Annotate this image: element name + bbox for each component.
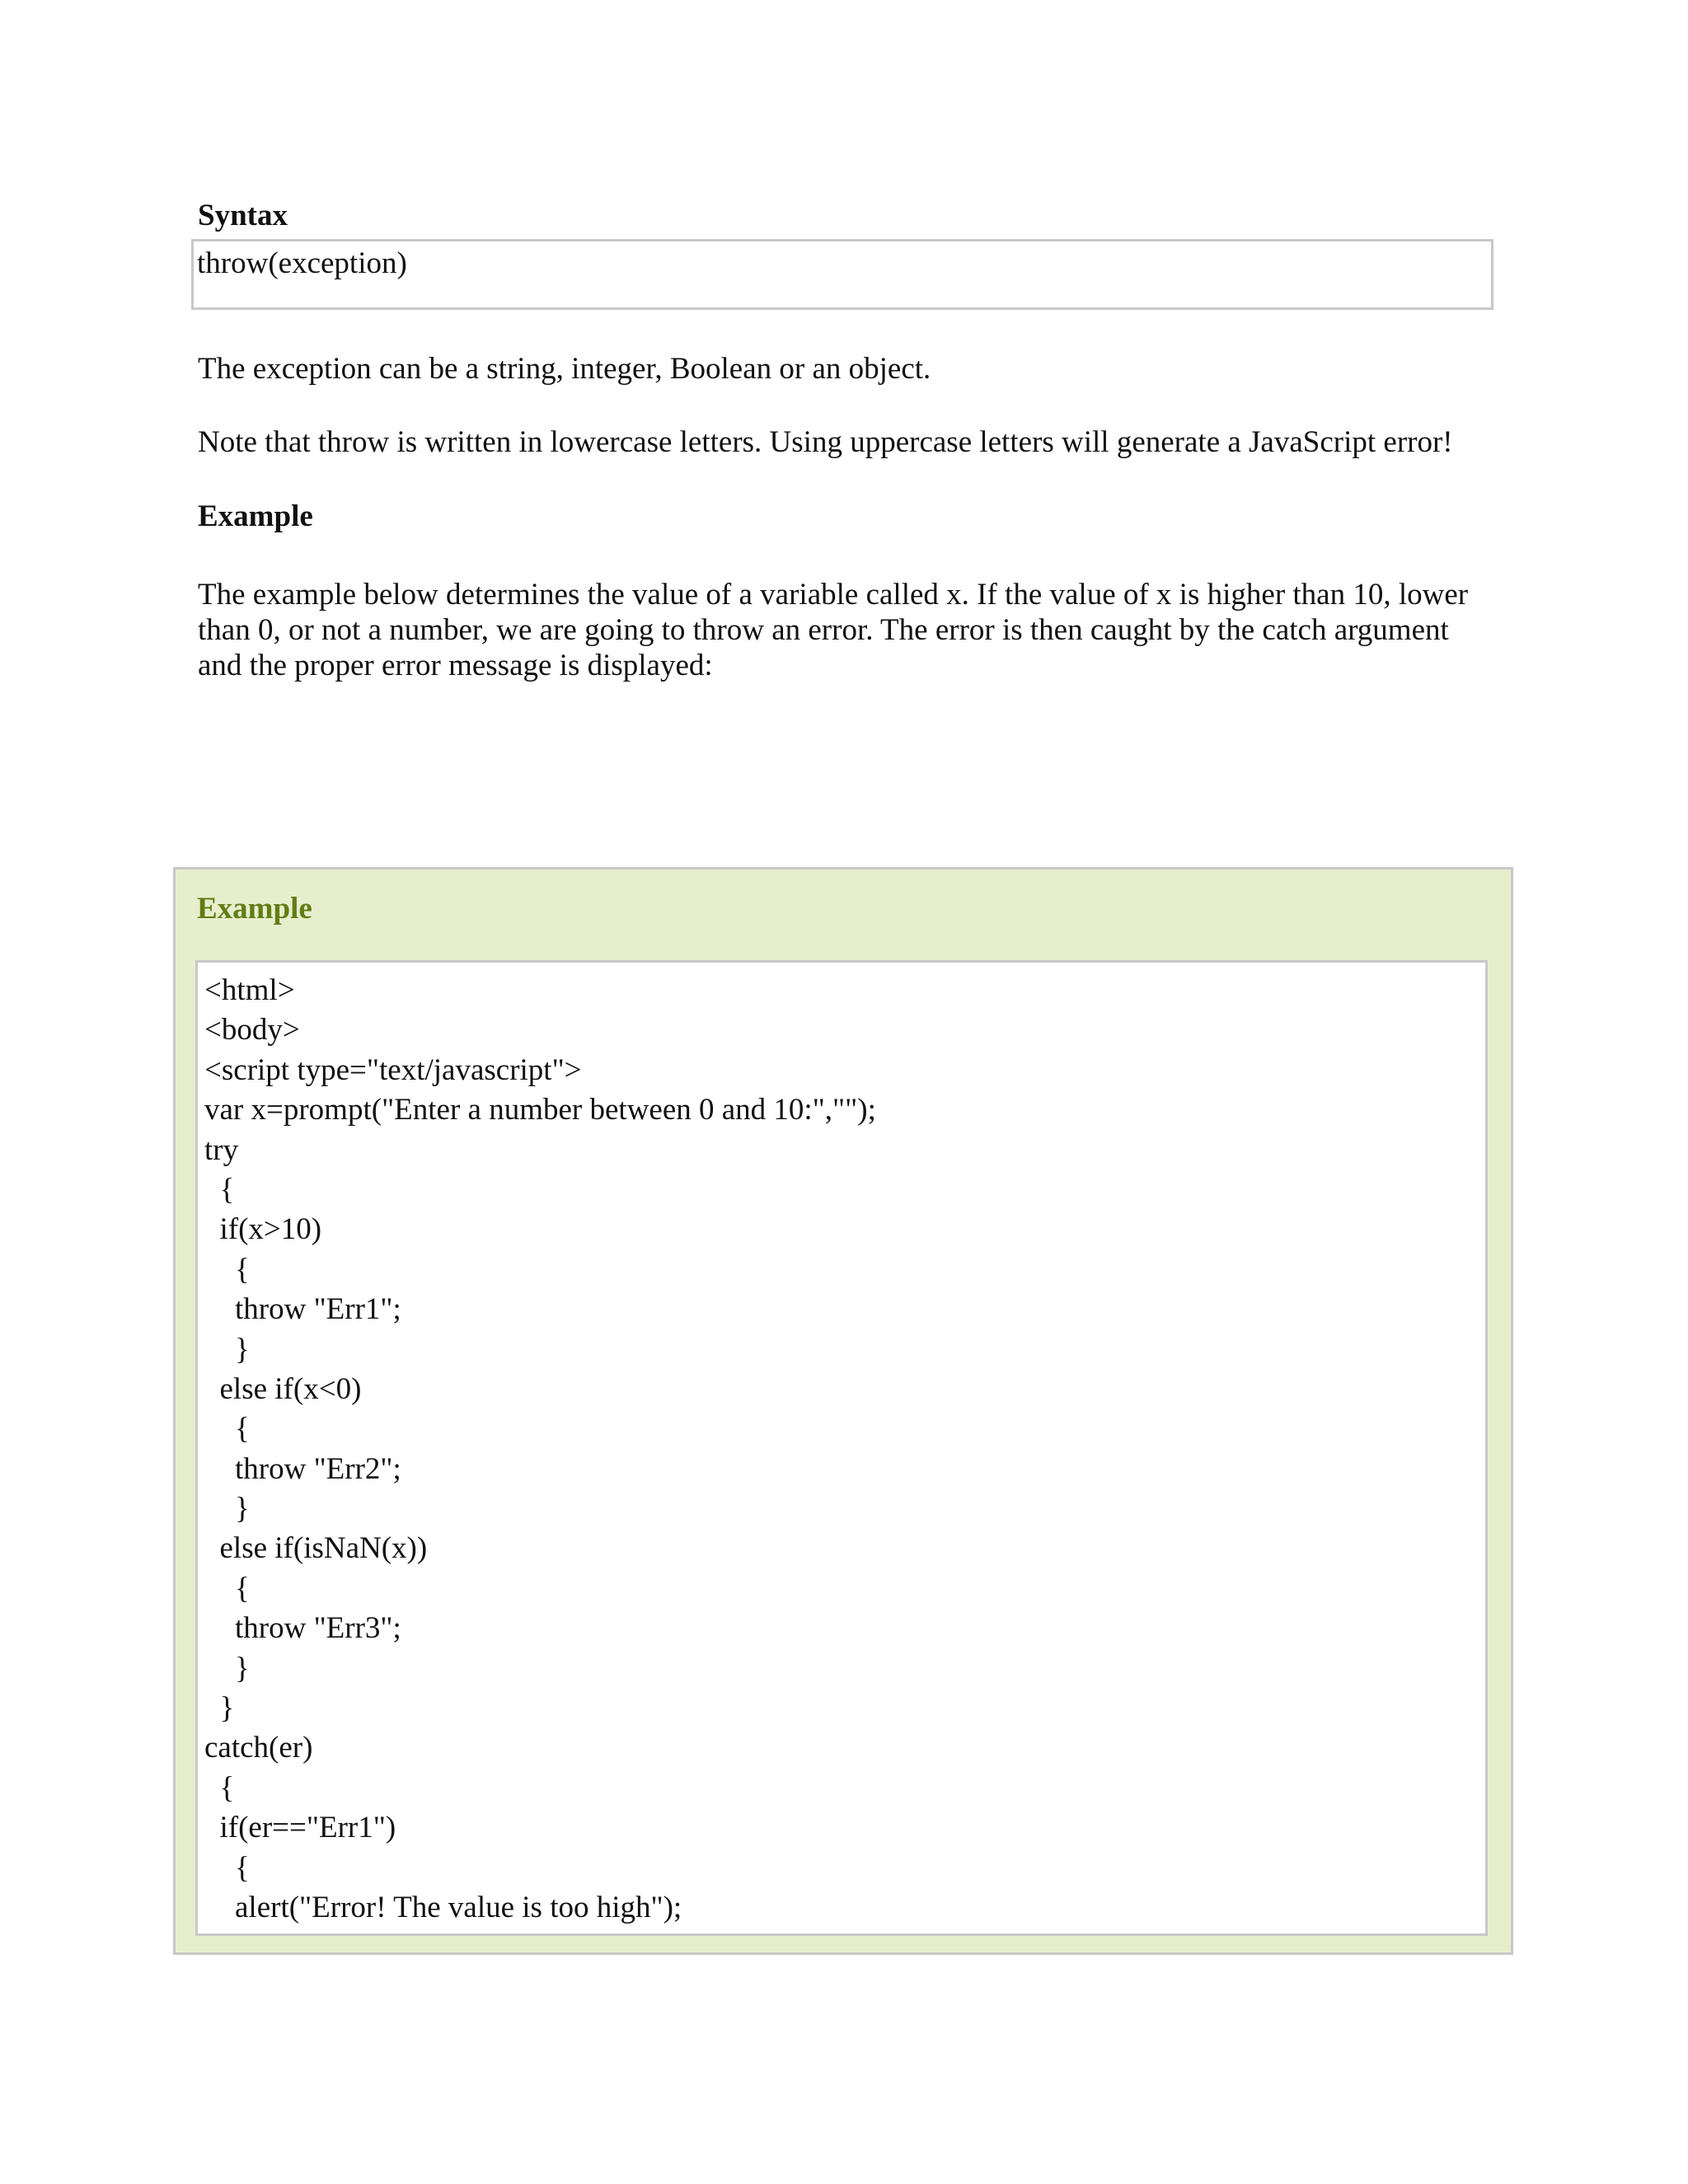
code-line: try [204,1132,239,1167]
code-listing [204,971,876,1928]
example-panel [173,867,1513,1955]
code-line: throw "Err3"; [204,1611,401,1646]
code-line: catch(er) [204,1731,313,1765]
syntax-code-box [191,239,1493,310]
example-intro-paragraph: The example below determines the value of a variable called x. If the value of x is higher than 10, lower than 0, or not a number, we are going to throw an error. The error is then caught by the catch argument and the proper error message is displayed: [198,578,1469,682]
code-line: } [204,1332,250,1366]
code-line: if(x>10) [204,1212,322,1247]
code-line: { [204,1252,250,1286]
code-line: var x=prompt("Enter a number between 0 and 10:",""); [204,1093,876,1127]
code-line: <script type="text/javascript"> [204,1052,582,1087]
example-code-box [195,960,1488,1936]
example-heading: Example [198,499,313,533]
code-line: alert("Error! The value is too high"); [204,1890,682,1924]
exception-types-paragraph: The exception can be a string, integer, Boolean or an object. [198,352,931,386]
syntax-heading: Syntax [198,199,288,232]
code-line: throw "Err1"; [204,1292,401,1327]
code-line: else if(isNaN(x)) [204,1531,428,1566]
code-line: <body> [204,1013,300,1047]
code-line: { [204,1571,250,1605]
syntax-code: throw(exception) [197,246,407,280]
code-line: else if(x<0) [204,1371,362,1406]
code-line: if(er=="Err1") [204,1811,396,1845]
code-line: { [204,1172,235,1207]
code-line: { [204,1850,250,1885]
code-line: } [204,1691,235,1726]
code-line: } [204,1651,250,1685]
code-line: { [204,1412,250,1446]
lowercase-note-paragraph: Note that throw is written in lowercase letters. Using uppercase letters will generate a JavaScript error! [198,425,1453,459]
code-line: { [204,1770,235,1805]
code-line: <html> [204,973,295,1007]
example-panel-title: Example [197,892,312,926]
code-line: throw "Err2"; [204,1451,401,1486]
code-line: } [204,1492,250,1526]
